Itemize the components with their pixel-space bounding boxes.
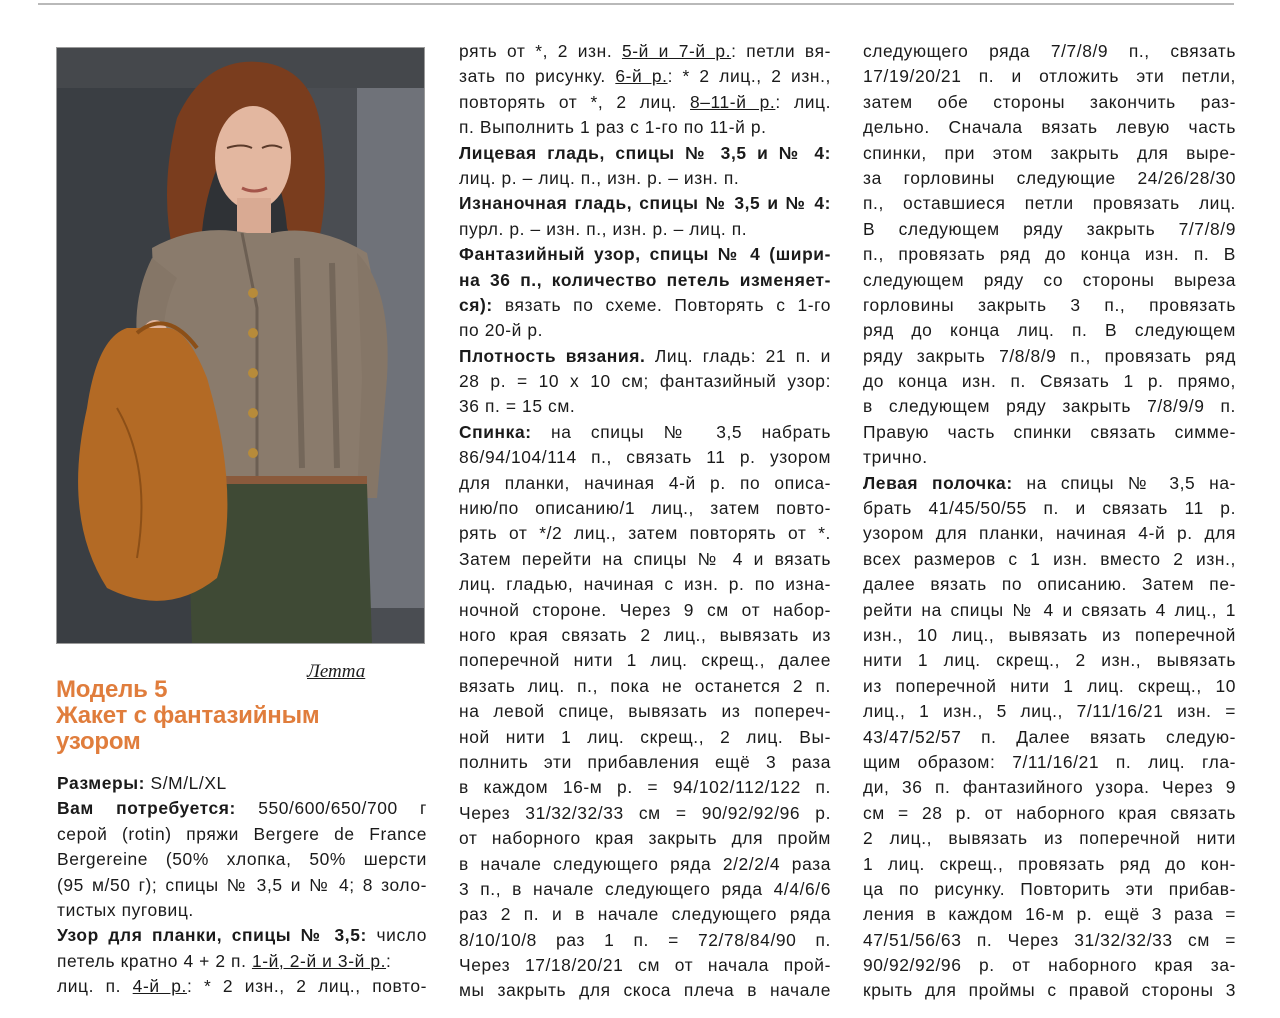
heading-reverse-stockinette	[459, 191, 831, 216]
text-run: зать по рисунку.	[459, 66, 616, 87]
text-run: на спицы № 3,5 на-	[1012, 472, 1236, 493]
heading-text: Фантазийный узор, спицы № 4 (шири-	[459, 244, 831, 265]
text-run: :	[386, 950, 392, 971]
text-line	[57, 796, 427, 821]
text-line: Bergereine (50% хлопка, 50% шерсти	[57, 849, 427, 870]
text-line: ной нити 1 лиц. скрещ., 2 лиц. Вы-	[459, 726, 831, 747]
text-line: до конца изн. п. Связать 1 р. прямо,	[863, 371, 1236, 392]
row-ref: 6-й р.	[615, 66, 668, 87]
text-line: мы закрыть для скоса плеча в начале	[459, 980, 831, 1001]
label-band-pattern: Узор для планки, спицы № 3,5:	[57, 925, 367, 946]
text-line: лиц. гладью, начиная с изн. р. по изна-	[459, 574, 831, 595]
label-gauge: Плотность вязания.	[459, 345, 646, 366]
model-title-line3: узором	[56, 728, 141, 755]
text-line: 17/19/20/21 п. и отложить эти петли,	[863, 66, 1236, 87]
label-back: Спинка:	[459, 421, 532, 442]
text-line	[459, 90, 831, 115]
text-line: крыть для проймы с правой стороны 3	[863, 980, 1236, 1001]
label-left-front: Левая полочка:	[863, 472, 1013, 493]
text-line: горловины закрыть 3 п., провязать	[863, 294, 1236, 315]
right-column	[863, 39, 1236, 1004]
text-line: следующем ряду со стороны выреза	[863, 269, 1236, 290]
text-line	[57, 949, 427, 974]
row-ref: 4-й р.	[132, 976, 187, 997]
text-line	[459, 64, 831, 89]
text-line: п., оставшиеся петли провязать лиц.	[863, 193, 1236, 214]
text-run: S/M/L/XL	[145, 773, 227, 793]
text-line: Через 31/32/32/33 см = 90/92/92/96 р.	[459, 802, 831, 823]
label-materials: Вам потребуется:	[57, 798, 236, 819]
text-line: В следующем ряду закрыть 7/7/8/9	[863, 218, 1236, 239]
text-line: п., провязать ряд до конца изн. п. В	[863, 244, 1236, 265]
model-title-line1: Модель 5	[56, 676, 168, 703]
text-line	[57, 974, 427, 999]
text-run: на спицы № 3,5 набрать	[531, 421, 831, 442]
heading-text: Изнаночная гладь, спицы № 3,5 и № 4:	[459, 193, 831, 214]
signature-letta: Летта	[307, 661, 366, 682]
text-line: полнить эти прибавления ещё 3 раза	[459, 751, 831, 772]
text-line: ления в каждом 16-м р. ещё 3 раза =	[863, 904, 1236, 925]
text-line: раз 2 п. и в начале следующего ряда	[459, 904, 831, 925]
row-ref: 8–11-й р.	[690, 91, 776, 112]
heading-stockinette	[459, 141, 831, 166]
text-line: ди, 36 п. фантазийного узора. Через 9	[863, 777, 1236, 798]
text-line: 86/94/104/114 п., связать 11 р. узором	[459, 447, 831, 468]
text-run: Лиц. гладь: 21 п. и	[645, 345, 831, 366]
text-line: рейти на спицы № 4 и связать 4 лиц., 1	[863, 599, 1236, 620]
text-line: тистых пуговиц.	[57, 899, 194, 920]
text-line: 90/92/92/96 р. от наборного края за-	[863, 955, 1236, 976]
text-line: ночной стороне. Через 9 см от набор-	[459, 599, 831, 620]
text-line	[459, 344, 831, 369]
text-line: ного края связать 2 лиц., вывязать из	[459, 624, 831, 645]
text-line: нити 1 лиц. скрещ., 2 изн., вывязать	[863, 650, 1236, 671]
text-line: щим образом: 7/11/16/21 п. лиц. гла-	[863, 751, 1236, 772]
top-rule	[38, 3, 1234, 5]
text-line: 3 п., в начале следующего ряда 4/4/6/6	[459, 878, 831, 899]
text-line	[57, 923, 427, 948]
text-line: 28 р. = 10 х 10 см; фантазийный узор:	[459, 371, 831, 392]
text-line: Через 17/18/20/21 см от начала прой-	[459, 955, 831, 976]
text-line: в каждом 16-м р. = 94/102/112/122 п.	[459, 777, 831, 798]
text-run: : лиц.	[775, 91, 831, 112]
text-line: Правую часть спинки связать симме-	[863, 421, 1236, 442]
text-line: для планки, начиная 4-й р. по описа-	[459, 472, 831, 493]
text-line: 2 лиц., вывязать из поперечной нити	[863, 828, 1236, 849]
text-line: вязать лиц. п., пока не останется 2 п.	[459, 675, 831, 696]
text-line	[459, 268, 831, 293]
text-line: лиц. р. – лиц. п., изн. р. – изн. п.	[459, 167, 740, 188]
text-line: в следующем ряду закрыть 7/8/9/9 п.	[863, 396, 1236, 417]
text-run: петель кратно 4 + 2 п.	[57, 950, 252, 971]
text-line: дельно. Сначала вязать левую часть	[863, 117, 1236, 138]
model-photo	[56, 47, 425, 644]
text-line: 36 п. = 15 см.	[459, 396, 576, 417]
text-line: трично.	[863, 447, 928, 468]
middle-column	[459, 39, 831, 1004]
text-line: лиц., 1 изн., 5 лиц., 7/11/16/21 изн. =	[863, 701, 1236, 722]
text-line: поперечной нити 1 лиц. скрещ., далее	[459, 650, 831, 671]
text-line: из поперечной нити 1 лиц. скрещ., 10	[863, 675, 1236, 696]
text-run: вязать по схеме. Повторять с 1-го	[492, 294, 831, 315]
text-line	[863, 471, 1236, 496]
text-line: следующего ряда 7/7/8/9 п., связать	[863, 41, 1236, 61]
text-line: нию/по описанию/1 лиц., затем повто-	[459, 498, 831, 519]
text-run: рять от *, 2 изн.	[459, 41, 622, 61]
row-ref: 5-й и 7-й р.	[621, 41, 732, 61]
text-line: п. Выполнить 1 раз с 1-го по 11-й р.	[459, 117, 767, 138]
model-title-line2: Жакет с фантазийным	[56, 702, 320, 729]
heading-text: ся):	[459, 294, 493, 315]
text-line: серой (rotin) пряжи Bergere de France	[57, 823, 427, 844]
text-run: число	[366, 925, 427, 946]
heading-fancy-pattern	[459, 242, 831, 267]
text-line: 47/51/56/63 п. Через 31/32/32/33 см =	[863, 929, 1236, 950]
text-line: на левой спице, вывязать из попереч-	[459, 701, 831, 722]
text-line: (95 м/50 г); спицы № 3,5 и № 4; 8 золо-	[57, 874, 427, 895]
text-run: : * 2 изн., 2 лиц., повто-	[186, 976, 427, 997]
heading-text: на 36 п., количество петель изменяет-	[459, 269, 831, 290]
text-line: за горловины следующие 24/26/28/30	[863, 167, 1236, 188]
text-run: лиц. п.	[57, 976, 133, 997]
text-line: ца по рисунку. Повторить эти прибав-	[863, 878, 1236, 899]
text-line: брать 41/45/50/55 п. и связать 11 р.	[863, 498, 1236, 519]
text-run: : * 2 лиц., 2 изн.,	[667, 66, 831, 87]
text-line: изн., 10 лиц., вывязать из поперечной	[863, 624, 1236, 645]
text-line	[459, 293, 831, 318]
text-line: всех размеров с 1 изн. вместо 2 изн.,	[863, 548, 1236, 569]
text-line: 8/10/10/8 раз 1 п. = 72/78/84/90 п.	[459, 929, 831, 950]
row-ref: 1-й, 2-й и 3-й р.	[251, 950, 387, 971]
text-line: ряду закрыть 7/8/8/9 п., провязать ряд	[863, 345, 1236, 366]
heading-text: Лицевая гладь, спицы № 3,5 и № 4:	[459, 142, 831, 163]
text-line: от наборного края закрыть для пройм	[459, 828, 831, 849]
text-line: узором для планки, начиная 4-й р. для	[863, 523, 1236, 544]
text-run: повторять от *, 2 лиц.	[459, 91, 691, 112]
text-line: 1 лиц. скрещ., провязать ряд до кон-	[863, 853, 1236, 874]
text-line: см = 28 р. от наборного края связать	[863, 802, 1236, 823]
text-line: в начале следующего ряда 2/2/2/4 раза	[459, 853, 831, 874]
text-line	[459, 420, 831, 445]
text-line: рять от */2 лиц., затем повторять от *.	[459, 523, 831, 544]
text-line: спинки, при этом закрыть для выре-	[863, 142, 1236, 163]
label-sizes: Размеры:	[57, 773, 146, 793]
left-column	[57, 771, 427, 1000]
text-line: по 20-й р.	[459, 320, 544, 341]
text-line: 43/47/52/57 п. Далее вязать следую-	[863, 726, 1236, 747]
text-line: ряд до конца лиц. п. В следующем	[863, 320, 1236, 341]
text-line: пурл. р. – изн. п., изн. р. – лиц. п.	[459, 218, 748, 239]
text-line: Затем перейти на спицы № 4 и вязать	[459, 548, 831, 569]
text-run: : петли вя-	[731, 41, 831, 61]
text-line	[459, 39, 831, 64]
text-run: 550/600/650/700 г	[235, 798, 427, 819]
text-line: затем обе стороны закончить раз-	[863, 91, 1236, 112]
text-line	[57, 771, 427, 796]
model-title	[56, 677, 428, 755]
text-line: далее вязать по описанию. Затем пе-	[863, 574, 1236, 595]
